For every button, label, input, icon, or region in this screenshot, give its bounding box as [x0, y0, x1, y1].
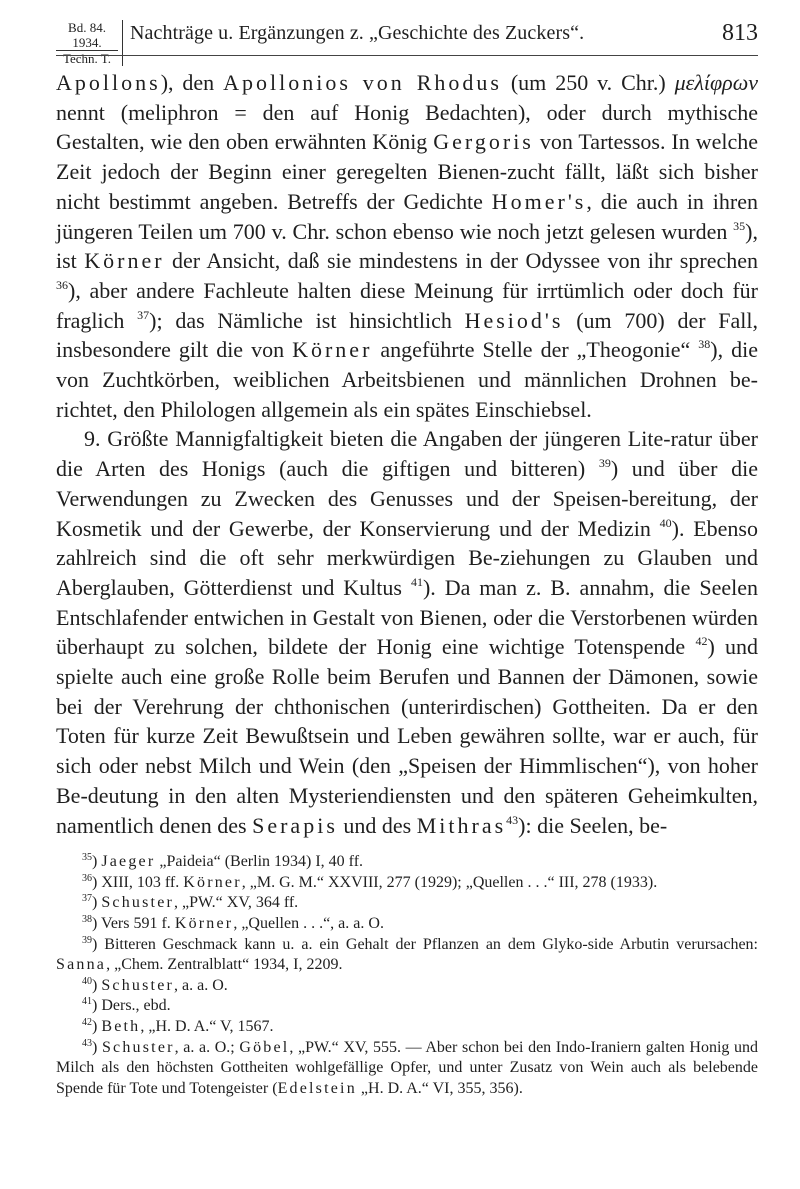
spaced-name: Göbel	[239, 1038, 290, 1056]
footnote-number: 39	[82, 934, 92, 946]
footnote-ref[interactable]: 39	[598, 456, 611, 471]
footnote-ref[interactable]: 43	[506, 812, 519, 827]
text-run: ): die Seelen, be-	[518, 812, 668, 838]
footnote-number: 42	[82, 1017, 92, 1029]
spaced-name: Jaeger	[101, 853, 156, 871]
volume-reference-line1: Bd. 84. 1934.	[68, 20, 106, 50]
text-run: (um 250 v. Chr.)	[501, 70, 675, 95]
text-run: ) Ders., ebd.	[92, 997, 171, 1015]
footnote-42	[56, 1017, 758, 1038]
footnote-number: 38	[82, 914, 92, 926]
footnote-36	[56, 873, 758, 894]
footnote-ref[interactable]: 40	[659, 515, 672, 530]
spaced-name: Edelstein	[277, 1079, 357, 1097]
spaced-name: Hesiod's	[464, 307, 564, 333]
footnote-41	[56, 996, 758, 1017]
text-run: ). Ebenso zahlreich sind die oft sehr merkwürdigen Be-ziehungen zu Glauben und Aberglauben, Götterdienst und Kultus	[56, 515, 758, 600]
text-run: von Tartessos. In welche Zeit jedoch der Beginn einer geregelten Bienen-zucht fällt, läßt sich bisher nicht bestimmt angeben. Betreffs der Gedichte	[56, 129, 759, 214]
text-run: ), die von Zuchtkörben, weiblichen Arbeitsbienen und männlichen Drohnen be-richtet, den Philologen allgemein als ein spätes Einschiebsel.	[56, 337, 759, 422]
text-run: „Paideia“ (Berlin 1934) I, 40 ff.	[155, 853, 364, 871]
greek-word: μελίφρων	[674, 70, 759, 95]
footnote-number: 43	[82, 1037, 92, 1049]
spaced-name: Beth	[101, 1018, 141, 1036]
footnote-ref[interactable]: 35	[733, 218, 746, 233]
text-run: nennt (meliphron = den auf Honig Bedachten), oder durch mythische Gestalten, wie den oben erwähnten König	[56, 99, 758, 155]
running-header	[56, 8, 758, 68]
text-run: , a. a. O.	[174, 976, 228, 994]
text-run: , „PW.“ XV, 364 ff.	[174, 894, 299, 912]
spaced-name: Gergoris	[433, 129, 534, 155]
text-run: „H. D. A.“ VI, 355, 356).	[356, 1079, 523, 1097]
spaced-name: Apollonios von Rhodus	[223, 70, 502, 95]
text-run: ) und über die Verwendungen zu Zwecken des Genusses und der Speisen-bereitung, der Kosmetik und der Gewerbe, der Konservierung und der Medizin	[56, 456, 758, 541]
spaced-name: Sanna	[56, 956, 107, 974]
text-run: ) Vers 591 f.	[92, 915, 175, 933]
spaced-name: Körner	[292, 337, 373, 363]
spaced-name: Homer's	[491, 188, 587, 214]
paragraph-2	[56, 424, 758, 840]
spaced-name: Schuster	[101, 976, 175, 994]
text-run: ). Da man z. B. annahm, die Seelen Entschlafender entwichen in Gestalt von Bienen, oder die Verstorbenen würden überhaupt zu solchen, bildete der Honig eine wichtige Totenspende	[56, 574, 758, 660]
page-number: 813	[722, 20, 758, 46]
spaced-name: Körner	[183, 873, 242, 891]
text-run: ), ist	[56, 218, 758, 274]
text-run: ) und spielte auch eine große Rolle beim Berufen und Bannen der Dämonen, sowie bei der Verehrung der chthonischen (unterirdischen) Gottheiten. Da er den Toten für kurze Zeit Bewußtsein und Leben gewähren sollte, war er auch, für sich oder nebst Milch und Wein (den „Speisen der Himmlischen“), von hoher Be-deutung in den alten Mysteriendiensten und den späteren Geheimkulten, namentlich denen des	[56, 634, 759, 838]
footnote-number: 36	[82, 872, 92, 884]
running-title: Nachträge u. Ergänzungen z. „Geschichte des Zuckers“.	[130, 22, 585, 44]
spaced-name: Schuster	[101, 1038, 175, 1056]
spaced-name: Schuster	[101, 894, 175, 912]
paragraph-1	[56, 68, 758, 424]
spaced-name: Körner	[174, 915, 234, 933]
text-run: ), aber andere Fachleute halten diese Meinung für irrtümlich oder doch für fraglich	[56, 277, 758, 333]
text-run: ) XIII, 103 ff.	[92, 873, 184, 891]
text-run: )	[92, 976, 102, 994]
footnote-40	[56, 976, 758, 997]
footnote-38	[56, 914, 758, 935]
text-run: ) Bitteren Geschmack kann u. a. ein Gehalt der Pflanzen an dem Glyko-side Arbutin verursachen:	[92, 935, 758, 953]
text-run: )	[92, 1038, 102, 1056]
text-run: ), den	[160, 70, 224, 95]
footnote-ref[interactable]: 42	[695, 634, 708, 649]
text-run: , „PW.“ XV, 555. — Aber schon bei den Indo-Iraniern galten Honig und Milch als den höchsten Gottheiten wohlgefällige Opfer, und unter Zusatz von Wein auch als belebende Spende für Tote und Totengeister (	[56, 1038, 759, 1097]
text-run: 9. Größte Mannigfaltigkeit bieten die Angaben der jüngeren Lite-ratur über die Arten des Honigs (auch die giftigen und bitteren)	[56, 426, 758, 482]
text-run: )	[92, 853, 102, 871]
footnote-43	[56, 1038, 758, 1100]
footnote-number: 35	[82, 852, 92, 864]
spaced-name: Apollons	[56, 70, 161, 95]
footnotes	[56, 852, 758, 1099]
spaced-name: Mithras	[416, 812, 507, 838]
footnote-ref[interactable]: 37	[137, 307, 150, 322]
text-run: angeführte Stelle der „Theogonie“	[372, 337, 699, 363]
text-run: , „Quellen . . .“, a. a. O.	[233, 915, 384, 933]
volume-reference-line2: Techn. T.	[56, 50, 118, 66]
text-run: , „H. D. A.“ V, 1567.	[140, 1018, 274, 1036]
text-run: , a. a. O.;	[174, 1038, 240, 1056]
footnote-ref[interactable]: 38	[698, 337, 711, 352]
text-run: und des	[337, 812, 417, 838]
main-text	[56, 68, 758, 840]
header-rule	[56, 55, 758, 56]
text-run: , die auch in ihren jüngeren Teilen um 700 v. Chr. schon ebenso wie noch jetzt gelesen wurden	[56, 188, 758, 244]
spaced-name: Körner	[84, 248, 165, 274]
text-run: )	[92, 1018, 102, 1036]
footnote-ref[interactable]: 41	[410, 574, 423, 589]
text-run: der Ansicht, daß sie mindestens in der Odyssee von ihr sprechen	[164, 248, 758, 274]
text-run: , „M. G. M.“ XXVIII, 277 (1929); „Quellen . . .“ III, 278 (1933).	[241, 873, 658, 891]
volume-reference	[56, 20, 123, 66]
spaced-name: Serapis	[252, 812, 338, 838]
footnote-39	[56, 935, 758, 976]
footnote-ref[interactable]: 36	[56, 277, 68, 292]
footnote-number: 41	[82, 996, 92, 1008]
footnote-number: 40	[82, 975, 92, 987]
footnote-number: 37	[82, 893, 92, 905]
text-run: )	[92, 894, 102, 912]
text-run: (um 700) der Fall, insbesondere gilt die von	[56, 307, 758, 363]
text-run: ); das Nämliche ist hinsichtlich	[149, 307, 465, 333]
footnote-35	[56, 852, 758, 873]
footnote-37	[56, 893, 758, 914]
text-run: , „Chem. Zentralblatt“ 1934, I, 2209.	[106, 956, 343, 974]
